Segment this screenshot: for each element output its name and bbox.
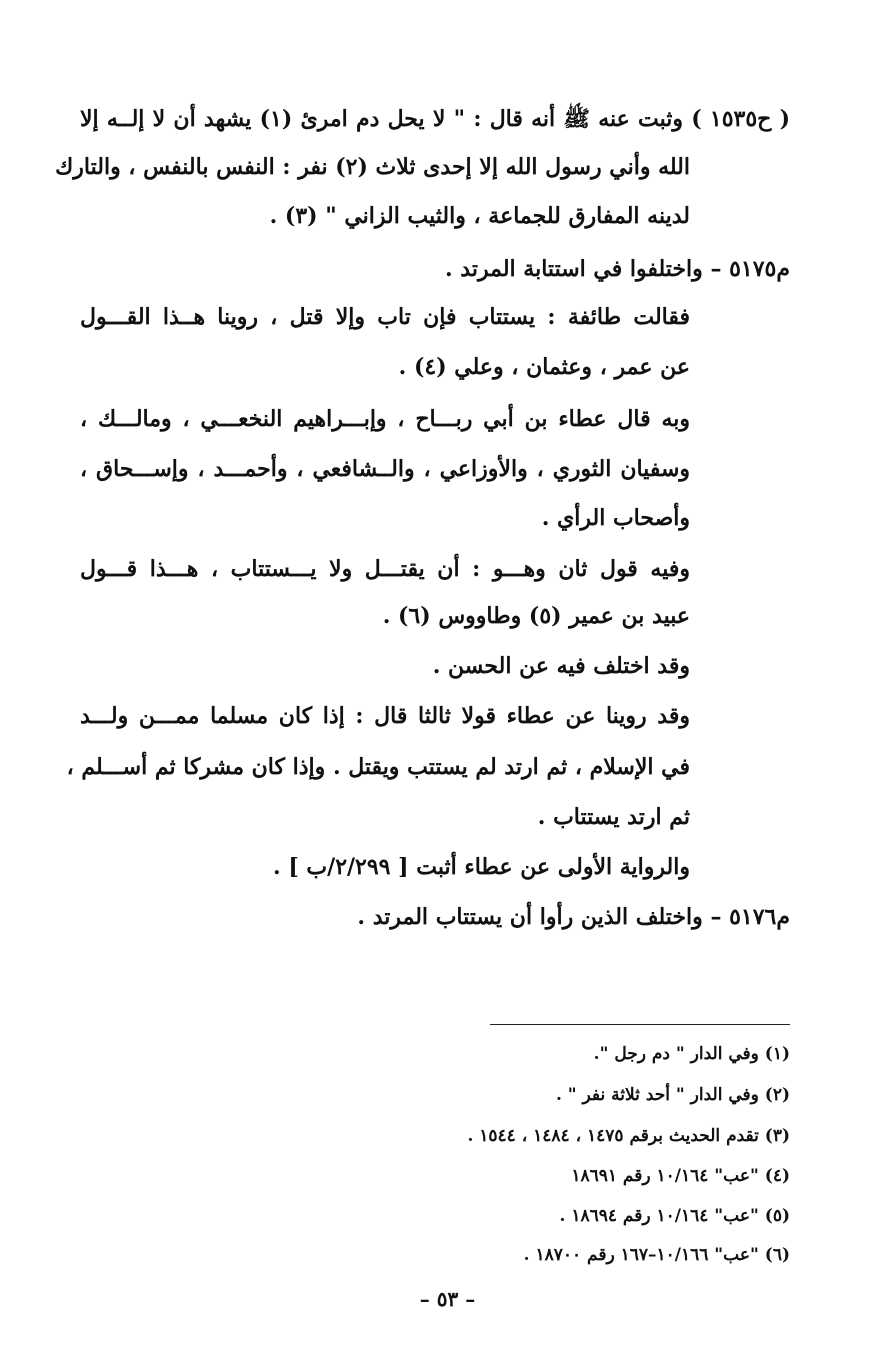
text-line: الله وأني رسول الله إلا إحدى ثلاث (٢) نفر : النفس بالنفس ، والتارك	[55, 154, 690, 180]
text-line: وبه قال عطاء بن أبي ربـــاح ، وإبـــراهيم النخعـــي ، ومالـــك ،	[80, 406, 690, 432]
footnote: (٤) "عب" ١٠/١٦٤ رقم ١٨٦٩١	[571, 1166, 790, 1186]
footnote: (٦) "عب" ١٠/١٦٦–١٦٧ رقم ١٨٧٠٠ .	[523, 1245, 790, 1265]
section-heading-5176: م٥١٧٦ – واختلف الذين رأوا أن يستتاب المرتد .	[357, 904, 790, 930]
text-line: وسفيان الثوري ، والأوزاعي ، والــشافعي ، وأحمـــد ، وإســـحاق ،	[80, 456, 690, 482]
text-line: لدينه المفارق للجماعة ، والثيب الزاني " (٣) .	[269, 203, 690, 229]
text-line: وقد روينا عن عطاء قولا ثالثا قال : إذا كان مسلما ممـــن ولـــد	[80, 703, 690, 729]
text-line: في الإسلام ، ثم ارتد لم يستتب ويقتل . وإذا كان مشركا ثم أســـلم ،	[66, 754, 690, 780]
text-line: والرواية الأولى عن عطاء أثبت [ ٢/٢٩٩/ب ] .	[273, 854, 690, 880]
footnote-separator	[490, 1024, 790, 1025]
text-line: فقالت طائفة : يستتاب فإن تاب وإلا قتل ، روينا هــذا القـــول	[80, 304, 690, 330]
section-heading-5175: م٥١٧٥ – واختلفوا في استتابة المرتد .	[444, 256, 790, 282]
footnote: (٣) تقدم الحديث برقم ١٤٧٥ ، ١٤٨٤ ، ١٥٤٤ .	[467, 1126, 790, 1146]
text-line: وفيه قول ثان وهـــو : أن يقتـــل ولا يـــستتاب ، هـــذا قـــول	[80, 556, 690, 582]
text-line: وأصحاب الرأي .	[541, 505, 690, 531]
text-line: وقد اختلف فيه عن الحسن .	[432, 653, 690, 679]
footnote: (١) وفي الدار " دم رجل ".	[593, 1044, 790, 1064]
text-line: عن عمر ، وعثمان ، وعلي (٤) .	[398, 354, 690, 380]
text-line: عبيد بن عمير (٥) وطاووس (٦) .	[382, 603, 690, 629]
text-line: ( ح١٥٣٥ ) وثبت عنه ﷺ أنه قال : " لا يحل دم امرئ (١) يشهد أن لا إلــه إلا	[80, 106, 790, 132]
footnote: (٢) وفي الدار " أحد ثلاثة نفر " .	[555, 1085, 790, 1105]
footnote: (٥) "عب" ١٠/١٦٤ رقم ١٨٦٩٤ .	[559, 1206, 790, 1226]
text-line: ثم ارتد يستتاب .	[537, 804, 690, 830]
page-number: – ٥٣ –	[419, 1287, 476, 1311]
